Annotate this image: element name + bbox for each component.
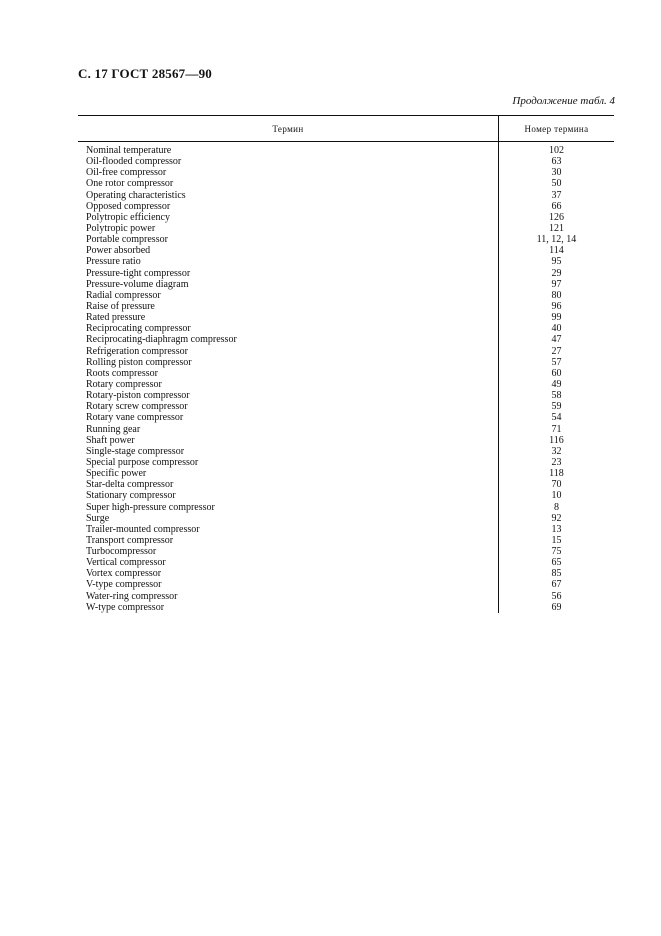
- page-header: С. 17 ГОСТ 28567—90: [78, 66, 212, 81]
- term-cell: Rotary screw compressor: [86, 401, 188, 413]
- term-cell: Specific power: [86, 468, 147, 480]
- term-number-cell: 59: [551, 401, 562, 413]
- term-cell: Polytropic efficiency: [86, 211, 170, 223]
- term-number-cell: 85: [551, 568, 562, 580]
- table-row: [86, 412, 614, 423]
- table-row: [86, 167, 614, 178]
- term-number-cell: 121: [549, 222, 564, 234]
- term-cell: W-type compressor: [86, 601, 165, 613]
- term-cell: Stationary compressor: [86, 490, 176, 502]
- term-number-cell: 65: [551, 557, 562, 569]
- term-cell: Rotary-piston compressor: [86, 390, 190, 402]
- table-row: [86, 223, 614, 234]
- term-number-cell: 114: [549, 245, 564, 257]
- term-number-cell: 102: [549, 145, 564, 156]
- term-cell: Pressure ratio: [86, 256, 141, 268]
- term-cell: Single-stage compressor: [86, 445, 185, 457]
- term-cell: Operating characteristics: [86, 189, 186, 201]
- table-row: [86, 390, 614, 401]
- term-cell: Opposed compressor: [86, 200, 171, 212]
- table-row: [86, 602, 614, 613]
- table-row: [86, 279, 614, 290]
- table-row: [86, 579, 614, 590]
- table-row: [86, 178, 614, 189]
- term-cell: Oil-free compressor: [86, 167, 167, 179]
- term-cell: Star-delta compressor: [86, 479, 174, 491]
- term-cell: Rotary vane compressor: [86, 412, 184, 424]
- table-row: [86, 502, 614, 513]
- term-number-cell: 70: [551, 479, 562, 491]
- term-cell: Rotary compressor: [86, 378, 162, 390]
- term-number-cell: 126: [549, 211, 564, 223]
- table-row: [86, 401, 614, 412]
- term-cell: Vortex compressor: [86, 568, 162, 580]
- table-row: [86, 490, 614, 501]
- table-row: [86, 346, 614, 357]
- table-row: [86, 357, 614, 368]
- term-number-cell: 60: [551, 367, 562, 379]
- term-number-cell: 13: [551, 523, 562, 535]
- term-number-cell: 47: [551, 334, 562, 346]
- term-number-cell: 67: [551, 579, 562, 591]
- column-header-number: Номер термина: [524, 124, 589, 134]
- term-number-cell: 49: [551, 378, 562, 390]
- term-cell: Rated pressure: [86, 312, 146, 324]
- term-cell: Running gear: [86, 423, 141, 435]
- table-body: [86, 145, 614, 613]
- term-cell: Trailer-mounted compressor: [86, 523, 200, 535]
- table-row: [86, 234, 614, 245]
- term-number-cell: 30: [551, 167, 562, 179]
- table-row: [86, 524, 614, 535]
- table-row: [86, 568, 614, 579]
- term-cell: Raise of pressure: [86, 300, 155, 312]
- term-number-cell: 15: [551, 534, 562, 546]
- term-number-cell: 97: [551, 278, 562, 290]
- table-row: [86, 323, 614, 334]
- table-top-rule: [78, 115, 614, 116]
- table-row: [86, 245, 614, 256]
- term-cell: Reciprocating-diaphragm compressor: [86, 334, 237, 346]
- term-number-cell: 57: [551, 356, 562, 368]
- term-cell: Reciprocating compressor: [86, 323, 191, 335]
- term-number-cell: 116: [549, 434, 564, 446]
- table-row: [86, 268, 614, 279]
- term-number-cell: 23: [551, 456, 562, 468]
- term-number-cell: 69: [551, 601, 562, 613]
- term-number-cell: 10: [551, 490, 562, 502]
- table-row: [86, 557, 614, 568]
- term-number-cell: 66: [551, 200, 562, 212]
- term-cell: V-type compressor: [86, 579, 162, 591]
- table-row: [86, 290, 614, 301]
- table-row: [86, 145, 614, 156]
- table-row: [86, 156, 614, 167]
- term-cell: Super high-pressure compressor: [86, 501, 215, 513]
- term-number-cell: 99: [551, 312, 562, 324]
- table-row: [86, 513, 614, 524]
- term-cell: Vertical compressor: [86, 557, 166, 569]
- term-number-cell: 80: [551, 289, 562, 301]
- table-row: [86, 256, 614, 267]
- term-cell: Special purpose compressor: [86, 456, 199, 468]
- table-row: [86, 479, 614, 490]
- table-row: [86, 446, 614, 457]
- table-row: [86, 591, 614, 602]
- term-cell: Surge: [86, 512, 110, 524]
- term-cell: Transport compressor: [86, 534, 174, 546]
- table-row: [86, 212, 614, 223]
- term-cell: Refrigeration compressor: [86, 345, 188, 357]
- term-cell: Turbocompressor: [86, 546, 157, 558]
- term-cell: Pressure-volume diagram: [86, 278, 189, 290]
- table-row: [86, 424, 614, 435]
- table-header-rule: [78, 141, 614, 142]
- term-number-cell: 27: [551, 345, 562, 357]
- table-row: [86, 301, 614, 312]
- table-row: [86, 535, 614, 546]
- term-number-cell: 54: [551, 412, 562, 424]
- term-number-cell: 11, 12, 14: [536, 234, 577, 246]
- term-cell: Nominal temperature: [86, 145, 172, 156]
- table-row: [86, 435, 614, 446]
- column-header-term: Термин: [272, 124, 304, 134]
- table-row: [86, 457, 614, 468]
- table-continuation-label: Продолжение табл. 4: [512, 95, 615, 107]
- table-row: [86, 190, 614, 201]
- term-number-cell: 63: [551, 156, 562, 168]
- term-number-cell: 118: [549, 468, 564, 480]
- term-number-cell: 71: [551, 423, 562, 435]
- table-row: [86, 379, 614, 390]
- term-number-cell: 50: [551, 178, 562, 190]
- term-number-cell: 40: [551, 323, 562, 335]
- term-number-cell: 56: [551, 590, 562, 602]
- term-cell: Pressure-tight compressor: [86, 267, 191, 279]
- table-row: [86, 546, 614, 557]
- term-cell: Polytropic power: [86, 222, 156, 234]
- term-number-cell: 95: [551, 256, 562, 268]
- term-cell: Rolling piston compressor: [86, 356, 192, 368]
- table-row: [86, 312, 614, 323]
- term-number-cell: 29: [551, 267, 562, 279]
- term-number-cell: 92: [551, 512, 562, 524]
- term-cell: One rotor compressor: [86, 178, 174, 190]
- term-number-cell: 8: [554, 501, 559, 513]
- table-row: [86, 201, 614, 212]
- table-row: [86, 334, 614, 345]
- table-row: [86, 368, 614, 379]
- term-cell: Roots compressor: [86, 367, 158, 379]
- term-number-cell: 58: [551, 390, 562, 402]
- term-cell: Water-ring compressor: [86, 590, 178, 602]
- term-cell: Oil-flooded compressor: [86, 156, 182, 168]
- table-row: [86, 468, 614, 479]
- term-number-cell: 75: [551, 546, 562, 558]
- term-cell: Power absorbed: [86, 245, 151, 257]
- term-cell: Portable compressor: [86, 234, 168, 246]
- term-cell: Radial compressor: [86, 289, 161, 301]
- term-number-cell: 32: [551, 445, 562, 457]
- term-number-cell: 37: [551, 189, 562, 201]
- term-cell: Shaft power: [86, 434, 135, 446]
- term-number-cell: 96: [551, 300, 562, 312]
